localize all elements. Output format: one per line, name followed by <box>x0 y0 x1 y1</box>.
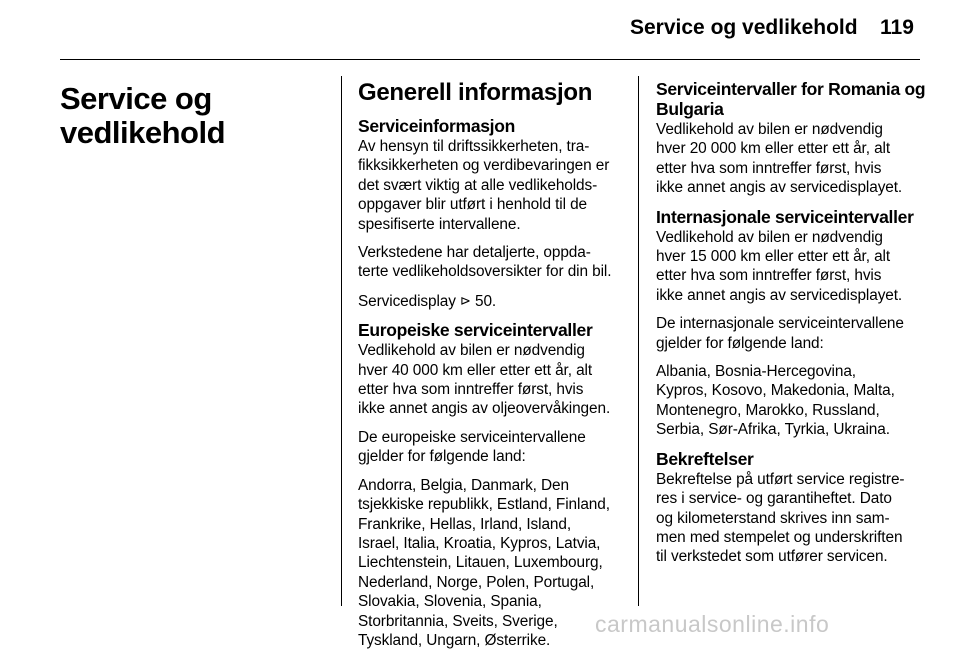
column-right <box>656 79 924 576</box>
column-divider <box>638 76 639 606</box>
paragraph: De europeiske serviceintervallene gjelder for følgende land: <box>358 428 586 466</box>
header-title: Service og vedlikehold <box>630 16 858 39</box>
subheading-bekreftelser: Bekreftelser <box>656 448 754 469</box>
section-heading: Generell informasjon <box>358 79 593 106</box>
subheading-internasjonale: Internasjonale serviceintervaller <box>656 206 914 227</box>
subheading-europeiske: Europeiske serviceintervaller <box>358 320 593 341</box>
paragraph: Vedlikehold av bilen er nødvendig hver 20 000 km eller etter ett år, alt etter hva som inntreffer først, hvis ikke annet angis av servicedisplayet. <box>656 121 903 197</box>
subheading-romania-bulgaria: Serviceintervaller for Romania og Bulgaria <box>656 79 926 119</box>
paragraph: Vedlikehold av bilen er nødvendig hver 15 000 km eller etter ett år, alt etter hva som inntreffer først, hvis ikke annet angis av servicedisplayet. <box>656 228 903 304</box>
reference-text: Servicedisplay <box>358 292 456 310</box>
header-rule <box>60 59 920 60</box>
paragraph: De internasjonale serviceintervallene gjelder for følgende land: <box>656 315 904 352</box>
page-number: 119 <box>880 16 914 39</box>
servicedisplay-reference <box>358 291 626 311</box>
page-reference-arrow-icon: ⊳ <box>460 292 471 308</box>
paragraph: Bekreftelse på utført service registre- res i service- og garantiheftet. Dato og kilometerstand skrives inn sam- men med stempelet og underskriften til verkstedet som utfører servicen. <box>656 470 905 566</box>
column-middle <box>358 79 626 659</box>
column-divider <box>341 76 342 606</box>
subheading-serviceinformasjon: Serviceinformasjon <box>358 116 516 136</box>
reference-page: 50. <box>475 292 497 310</box>
paragraph: Av hensyn til driftssikkerheten, tra- fikksikkerheten og verdibevaringen er det svært viktig at alle vedlikeholds- oppgaver blir utført i henhold til de spesifiserte intervallene. <box>358 138 610 233</box>
country-list: Andorra, Belgia, Danmark, Den tsjekkiske republikk, Estland, Finland, Frankrike, Hellas, Irland, Island, Israel, Italia, Kroatia, Kypros, Latvia, Liechtenstein, Litauen, Luxembourg, Nederland, Norge, Polen, Portugal, Slovakia, Slovenia, Spania, Storbritannia, Sveits, Sverige, Tyskland, Ungarn, Østerrike. <box>358 476 610 649</box>
paragraph: Verkstedene har detaljerte, oppda- terte vedlikeholdsoversikter for din bil. <box>358 244 612 281</box>
chapter-title <box>60 82 330 150</box>
paragraph: Vedlikehold av bilen er nødvendig hver 40 000 km eller etter ett år, alt etter hva som inntreffer først, hvis ikke annet angis av oljeovervåkingen. <box>358 342 611 418</box>
country-list: Albania, Bosnia-Hercegovina, Kypros, Kosovo, Makedonia, Malta, Montenegro, Marokko, Russland, Serbia, Sør-Afrika, Tyrkia, Ukraina. <box>656 363 895 439</box>
chapter-title-line: Service og <box>60 81 212 116</box>
watermark: carmanualsonline.info <box>595 611 830 637</box>
chapter-title-line: vedlikehold <box>60 115 226 150</box>
